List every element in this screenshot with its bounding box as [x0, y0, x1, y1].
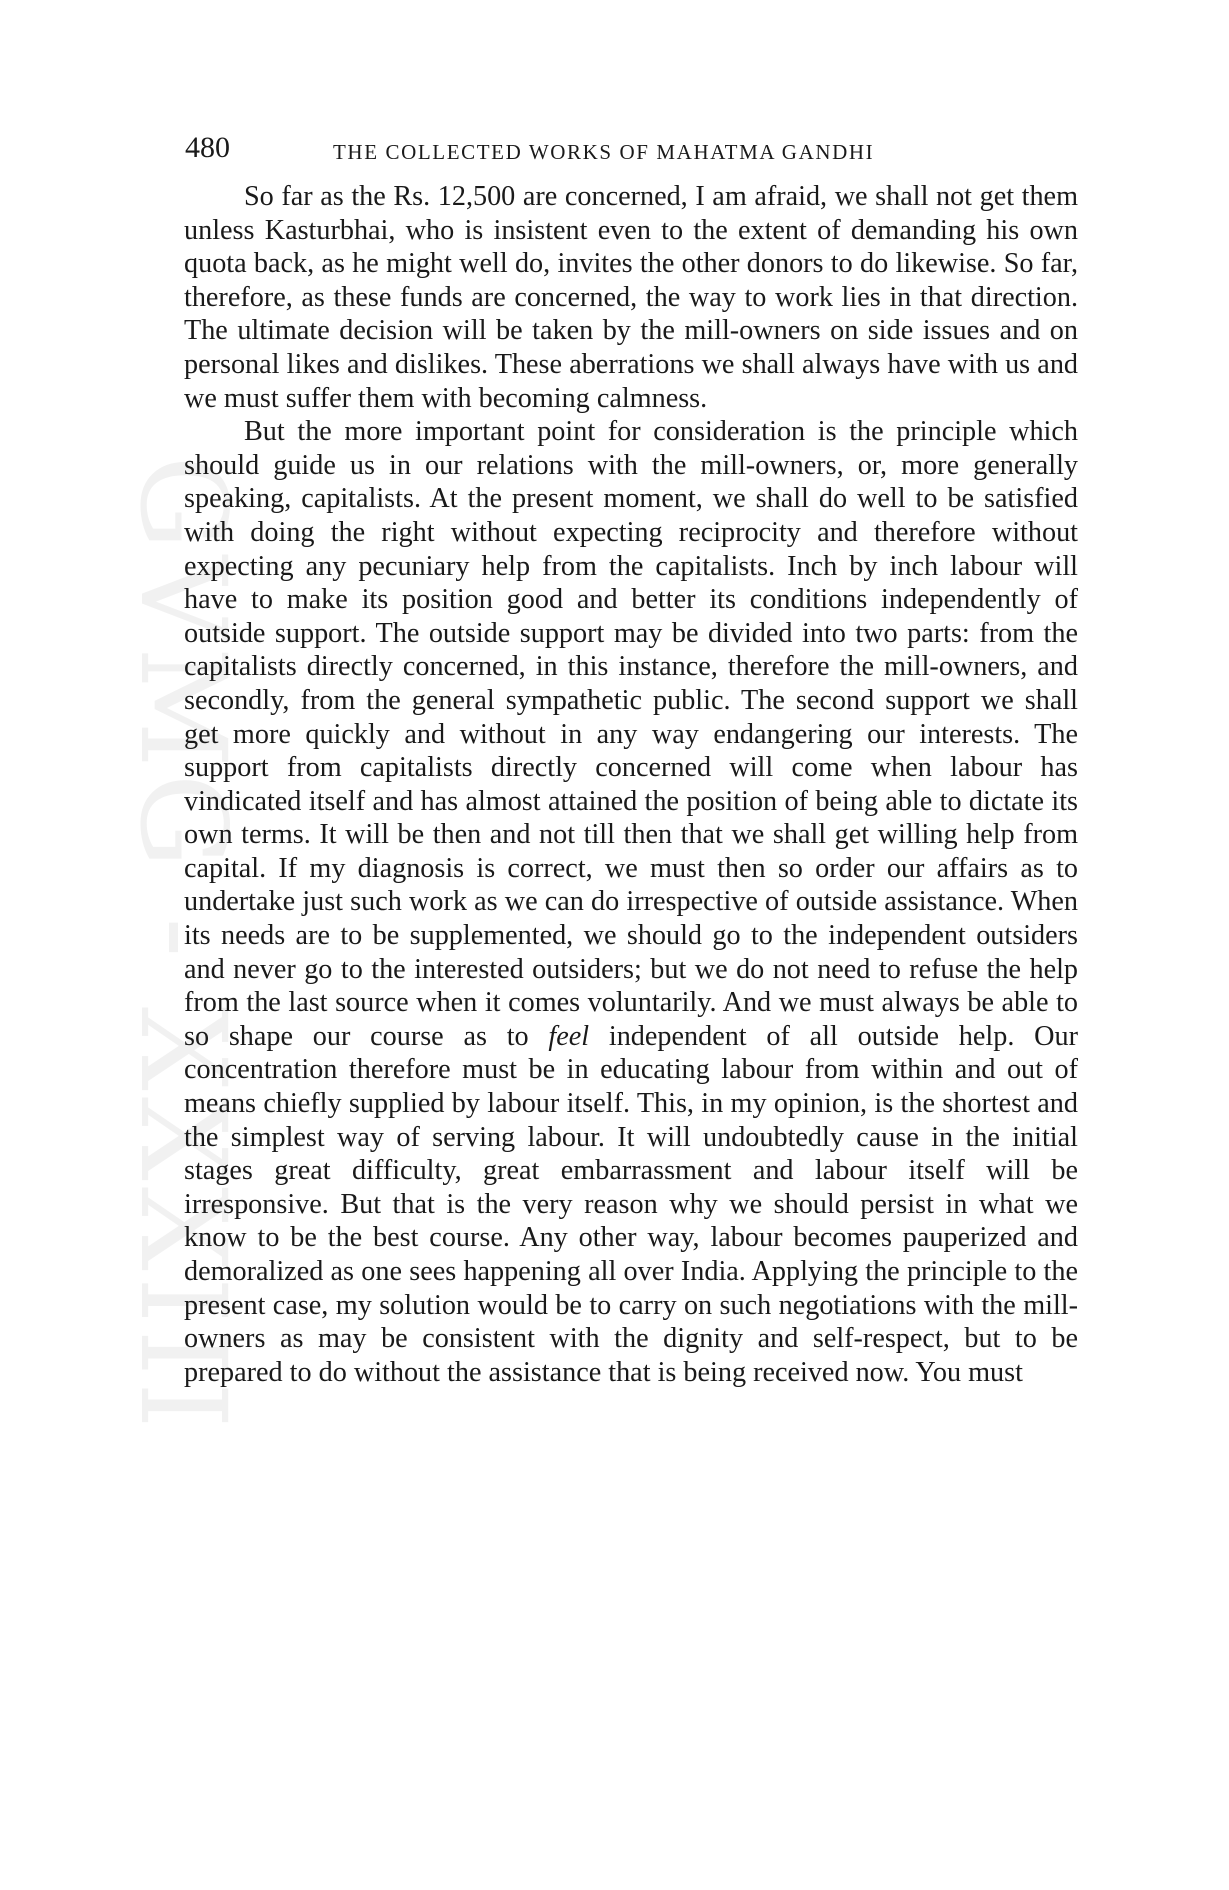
- paragraph-2-text-end: independent of all outside help. Our concentration therefore must be in educating labour from within and out of means chiefly supplied by labour itself. This, in my opinion, is the shortest and the simplest way of serving labour. It will undoubtedly cause in the initial stages great difficulty, great embarrassment and labour itself will be irresponsive. But that is the very reason why we should persist in what we know to be the best course. Any other way, labour becomes pauperized and demoralized as one sees happening all over India. Applying the principle to the present case, my solution would be to carry on such negotiations with the mill-owners as may be consistent with the dignity and self-respect, but to be prepared to do without the assistance that is being received now. You must: [184, 1020, 1078, 1388]
- page-number: 480: [185, 131, 230, 164]
- watermark-text: GVMG - XXXIII: [114, 455, 252, 1435]
- paragraph-2: [184, 415, 1078, 1389]
- paragraph-2-text-start: But the more important point for consideration is the principle which should guide us in our relations with the mill-owners, or, more generally speaking, capitalists. At the present moment, we shall do well to be satisfied with doing the right without expecting reciprocity and therefore without expecting any pecuniary help from the capitalists. Inch by inch labour will have to make its position good and better its conditions independently of outside support. The outside support may be divided into two parts: from the capitalists directly concerned, in this instance, therefore the mill-owners, and secondly, from the general sympathetic public. The second support we shall get more quickly and without in any way endangering our interests. The support from capitalists directly concerned will come when labour has vindicated itself and has almost attained the position of being able to dictate its own terms. It will be then and not till then that we shall get willing help from capital. If my diagnosis is correct, we must then so order our affairs as to undertake just such work as we can do irrespective of outside assistance. When its needs are to be supplemented, we should go to the independent outsiders and never go to the interested outsiders; but we do not need to refuse the help from the last source when it comes voluntarily. And we must always be able to so shape our course as to: [184, 416, 1078, 1052]
- paragraph-1-text: So far as the Rs. 12,500 are concerned, I am afraid, we shall not get them unless Kasturbhai, who is insistent even to the extent of demanding his own quota back, as he might well do, invites the other donors to do likewise. So far, therefore, as these funds are concerned, the way to work lies in that direction. The ultimate decision will be taken by the mill-owners on side issues and on personal likes and dislikes. These aberrations we shall always have with us and we must suffer them with becoming calmness.: [184, 181, 1078, 414]
- emphasized-word: feel: [548, 1020, 590, 1052]
- body-text: [184, 180, 1078, 1389]
- paragraph-1: [184, 180, 1078, 415]
- running-head: THE COLLECTED WORKS OF MAHATMA GANDHI: [333, 140, 875, 164]
- page-header: [185, 128, 1085, 168]
